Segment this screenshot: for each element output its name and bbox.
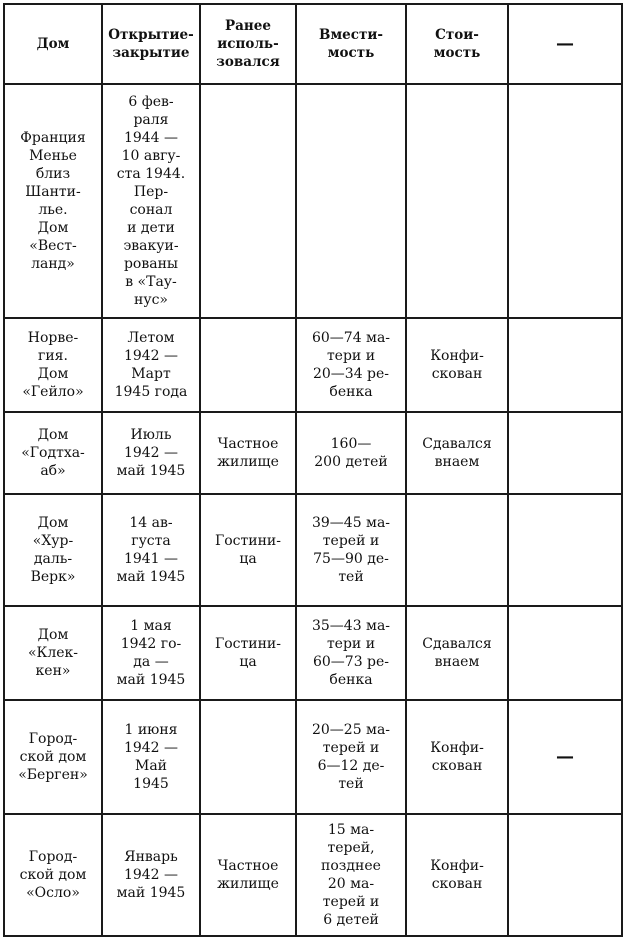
cell-open-close: Летом 1942 — Март 1945 года bbox=[102, 318, 200, 412]
cell-capacity: 15 ма- терей, позднее 20 ма- терей и 6 детей bbox=[296, 814, 406, 936]
cell-used-before bbox=[200, 700, 296, 814]
cell-used-before bbox=[200, 84, 296, 318]
table-row bbox=[4, 412, 622, 494]
cell-extra bbox=[508, 84, 622, 318]
cell-extra bbox=[508, 318, 622, 412]
cell-extra bbox=[508, 606, 622, 700]
cell-cost: Конфи- скован bbox=[406, 318, 508, 412]
cell-open-close: Январь 1942 — май 1945 bbox=[102, 814, 200, 936]
cell-used-before: Гостини- ца bbox=[200, 494, 296, 606]
cell-used-before: Гостини- ца bbox=[200, 606, 296, 700]
table-row bbox=[4, 700, 622, 814]
header-capacity: Вмести- мость bbox=[296, 4, 406, 84]
cell-open-close: 1 июня 1942 — Май 1945 bbox=[102, 700, 200, 814]
cell-cost: Сдавался внаем bbox=[406, 412, 508, 494]
cell-used-before bbox=[200, 318, 296, 412]
cell-open-close: 1 мая 1942 го- да — май 1945 bbox=[102, 606, 200, 700]
cell-capacity: 160— 200 детей bbox=[296, 412, 406, 494]
cell-extra bbox=[508, 814, 622, 936]
header-extra: — bbox=[508, 4, 622, 84]
cell-cost: Конфи- скован bbox=[406, 814, 508, 936]
table-row bbox=[4, 606, 622, 700]
cell-capacity: 60—74 ма- тери и 20—34 ре- бенка bbox=[296, 318, 406, 412]
cell-home: Город- ской дом «Берген» bbox=[4, 700, 102, 814]
cell-cost: Сдавался внаем bbox=[406, 606, 508, 700]
cell-used-before: Частное жилище bbox=[200, 814, 296, 936]
cell-home: Дом «Хур- даль- Верк» bbox=[4, 494, 102, 606]
cell-home: Дом «Годтха- аб» bbox=[4, 412, 102, 494]
cell-open-close: 14 ав- густа 1941 — май 1945 bbox=[102, 494, 200, 606]
cell-extra bbox=[508, 412, 622, 494]
homes-table bbox=[3, 3, 623, 937]
cell-home: Норве- гия. Дом «Гейло» bbox=[4, 318, 102, 412]
cell-capacity bbox=[296, 84, 406, 318]
cell-extra bbox=[508, 494, 622, 606]
header-home: Дом bbox=[4, 4, 102, 84]
cell-open-close: 6 фев- раля 1944 — 10 авгу- ста 1944. Пер- сонал и дети эвакуи- рованы в «Тау- нус» bbox=[102, 84, 200, 318]
cell-open-close: Июль 1942 — май 1945 bbox=[102, 412, 200, 494]
header-cost: Стои- мость bbox=[406, 4, 508, 84]
table-row bbox=[4, 814, 622, 936]
cell-cost: Конфи- скован bbox=[406, 700, 508, 814]
cell-home: Дом «Клек- кен» bbox=[4, 606, 102, 700]
cell-extra: — bbox=[508, 700, 622, 814]
cell-cost bbox=[406, 84, 508, 318]
header-open-close: Открытие- закрытие bbox=[102, 4, 200, 84]
cell-capacity: 20—25 ма- терей и 6—12 де- тей bbox=[296, 700, 406, 814]
cell-capacity: 35—43 ма- тери и 60—73 ре- бенка bbox=[296, 606, 406, 700]
table-row bbox=[4, 84, 622, 318]
cell-cost bbox=[406, 494, 508, 606]
header-used-before: Ранее исполь- зовался bbox=[200, 4, 296, 84]
cell-home: Город- ской дом «Осло» bbox=[4, 814, 102, 936]
table-header-row bbox=[4, 4, 622, 84]
cell-capacity: 39—45 ма- терей и 75—90 де- тей bbox=[296, 494, 406, 606]
cell-home: Франция Менье близ Шанти- лье. Дом «Вест- ланд» bbox=[4, 84, 102, 318]
cell-used-before: Частное жилище bbox=[200, 412, 296, 494]
table-row bbox=[4, 318, 622, 412]
table-row bbox=[4, 494, 622, 606]
